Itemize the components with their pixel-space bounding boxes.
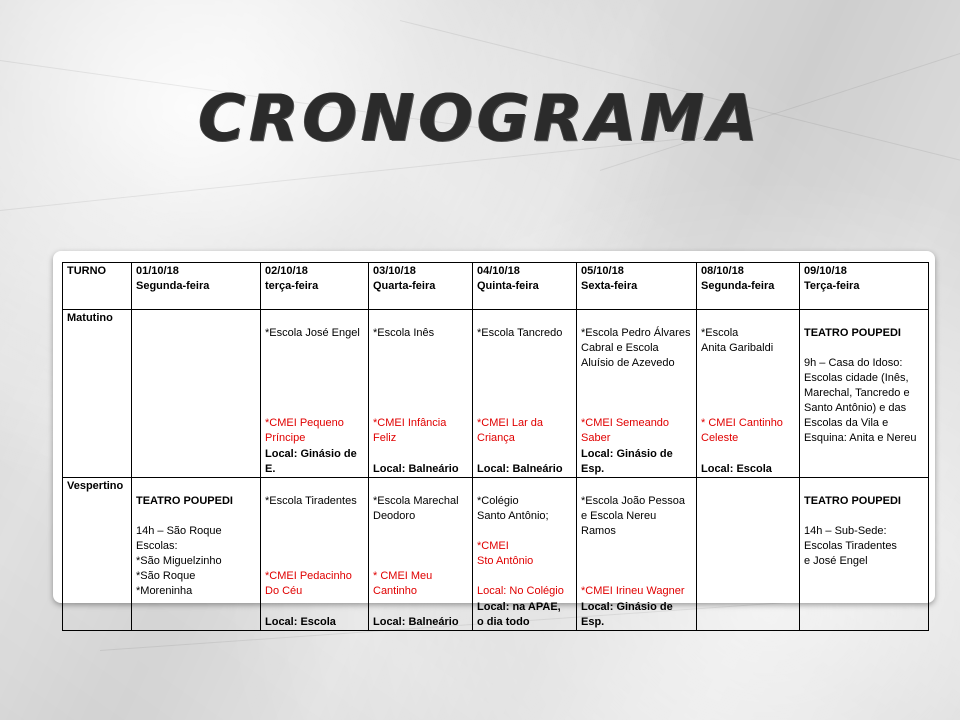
cell-vespertino-0510 bbox=[577, 478, 697, 631]
header-col bbox=[577, 263, 697, 310]
cmei-text: *CMEI Pedacinho Do Céu bbox=[265, 570, 352, 597]
header-date: 03/10/18 bbox=[373, 265, 416, 277]
header-turno-label: TURNO bbox=[67, 265, 107, 277]
event-heading: TEATRO POUPEDI bbox=[136, 495, 233, 507]
cell-matutino-0810 bbox=[697, 310, 800, 478]
header-day: Segunda-feira bbox=[701, 280, 775, 292]
vespertino-row bbox=[63, 478, 929, 631]
cell-vespertino-0310 bbox=[369, 478, 473, 631]
matutino-row bbox=[63, 310, 929, 478]
school-text: *Escola Tiradentes bbox=[265, 495, 357, 507]
cell-vespertino-0910 bbox=[800, 478, 929, 631]
header-day: Sexta-feira bbox=[581, 280, 638, 292]
page-title: CRONOGRAMA bbox=[198, 82, 762, 156]
school-text: *Colégio Santo Antônio; bbox=[477, 495, 549, 522]
local-text: Local: Balneário bbox=[373, 463, 459, 475]
school-text: *Escola Marechal Deodoro bbox=[373, 495, 459, 522]
local-inline-text: Local: No Colégio bbox=[477, 585, 564, 597]
header-day: Quinta-feira bbox=[477, 280, 539, 292]
header-date: 09/10/18 bbox=[804, 265, 847, 277]
header-col bbox=[473, 263, 577, 310]
local-text: Local: Escola bbox=[265, 616, 336, 628]
cmei-text: *CMEI Sto Antônio bbox=[477, 540, 534, 567]
cmei-text: *CMEI Pequeno Príncipe bbox=[265, 417, 344, 444]
school-text: *Escola Anita Garibaldi bbox=[701, 327, 774, 354]
cmei-text: *CMEI Irineu Wagner bbox=[581, 585, 685, 597]
header-day: Quarta-feira bbox=[373, 280, 436, 292]
cmei-text: *CMEI Semeando Saber bbox=[581, 417, 670, 444]
cell-matutino-0410 bbox=[473, 310, 577, 478]
local-text: Local: Ginásio de E. bbox=[265, 448, 357, 475]
local-text: Local: Balneário bbox=[373, 616, 459, 628]
cell-matutino-0310 bbox=[369, 310, 473, 478]
header-date: 04/10/18 bbox=[477, 265, 520, 277]
header-date: 01/10/18 bbox=[136, 265, 179, 277]
turno-vespertino: Vespertino bbox=[63, 478, 132, 631]
event-text: 14h – São Roque Escolas: *São Miguelzinho *São Roque *Moreninha bbox=[136, 525, 222, 597]
event-heading: TEATRO POUPEDI bbox=[804, 327, 901, 339]
event-text: 14h – Sub-Sede: Escolas Tiradentes e José Engel bbox=[804, 525, 897, 567]
header-day: terça-feira bbox=[265, 280, 319, 292]
event-text: 9h – Casa do Idoso: Escolas cidade (Inês, Marechal, Tancredo e Santo Antônio) e das Escolas da Vila e Esquina: Anita e Nereu bbox=[804, 357, 917, 444]
header-date: 05/10/18 bbox=[581, 265, 624, 277]
local-text: Local: Ginásio de Esp. bbox=[581, 448, 673, 475]
header-turno bbox=[63, 263, 132, 310]
cell-matutino-0910 bbox=[800, 310, 929, 478]
school-text: *Escola Tancredo bbox=[477, 327, 563, 339]
cell-vespertino-0110 bbox=[132, 478, 261, 631]
cell-vespertino-0410 bbox=[473, 478, 577, 631]
schedule-table bbox=[62, 262, 929, 631]
header-col bbox=[800, 263, 929, 310]
cell-vespertino-0210 bbox=[261, 478, 369, 631]
local-text: Local: na APAE, o dia todo bbox=[477, 601, 561, 628]
header-col bbox=[132, 263, 261, 310]
school-text: *Escola Pedro Álvares Cabral e Escola Aluísio de Azevedo bbox=[581, 327, 691, 369]
turno-matutino: Matutino bbox=[63, 310, 132, 478]
cell-vespertino-0810 bbox=[697, 478, 800, 631]
school-text: *Escola José Engel bbox=[265, 327, 360, 339]
header-col bbox=[261, 263, 369, 310]
header-day: Segunda-feira bbox=[136, 280, 210, 292]
header-col bbox=[697, 263, 800, 310]
local-text: Local: Ginásio de Esp. bbox=[581, 601, 673, 628]
school-text: *Escola Inês bbox=[373, 327, 435, 339]
header-date: 08/10/18 bbox=[701, 265, 744, 277]
cell-matutino-0210 bbox=[261, 310, 369, 478]
header-date: 02/10/18 bbox=[265, 265, 308, 277]
local-text: Local: Escola bbox=[701, 463, 772, 475]
header-col bbox=[369, 263, 473, 310]
cmei-text: * CMEI Cantinho Celeste bbox=[701, 417, 783, 444]
header-row bbox=[63, 263, 929, 310]
school-text: *Escola João Pessoa e Escola Nereu Ramos bbox=[581, 495, 685, 537]
cell-matutino-0110 bbox=[132, 310, 261, 478]
local-text: Local: Balneário bbox=[477, 463, 563, 475]
header-day: Terça-feira bbox=[804, 280, 860, 292]
cmei-text: *CMEI Lar da Criança bbox=[477, 417, 544, 444]
cmei-text: * CMEI Meu Cantinho bbox=[373, 570, 433, 597]
cell-matutino-0510 bbox=[577, 310, 697, 478]
event-heading: TEATRO POUPEDI bbox=[804, 495, 901, 507]
cmei-text: *CMEI Infância Feliz bbox=[373, 417, 447, 444]
